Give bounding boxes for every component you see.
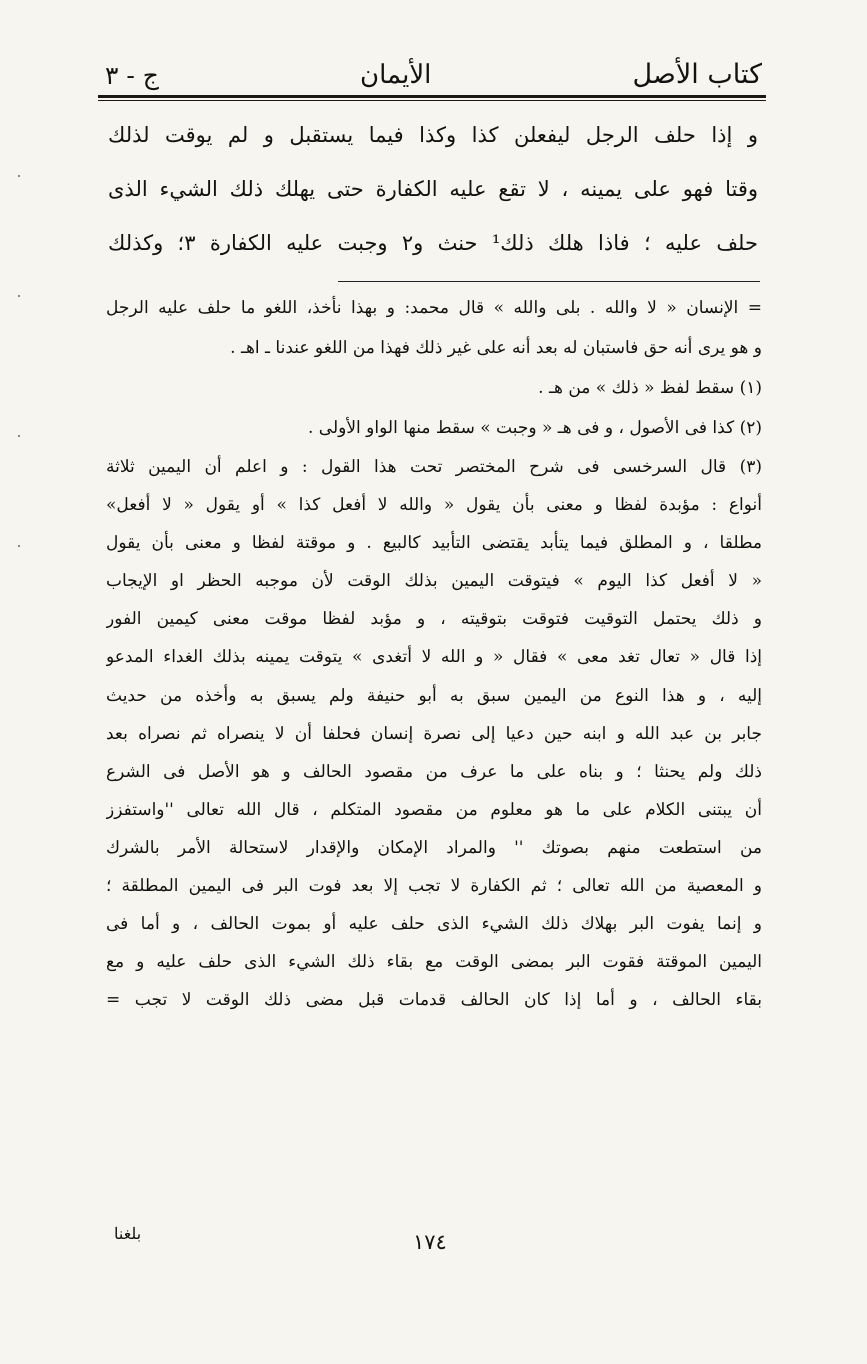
- footnote-3-line: جابر بن عبد الله و ابنه حين دعيا إلى نصرة إنسان فحلفا أن لا ينصراه ثم نصراه بعد: [106, 723, 762, 744]
- footnote-1: (١) سقط لفظ « ذلك » من هـ .: [538, 378, 762, 398]
- page-number: ١٧٤: [413, 1230, 447, 1254]
- header-rule-thin: [98, 100, 766, 101]
- book-title: كتاب الأصل: [632, 59, 762, 90]
- page-footer: [108, 1224, 758, 1264]
- footnote-3-line: و ذلك يحتمل التوقيت فتوقت بتوقيته ، و مؤبد لفظا موقت معنى كيمين الفور: [106, 609, 762, 630]
- main-text: [108, 108, 758, 270]
- footnote-3-line: أن يبتنى الكلام على ما هو معلوم من مقصود المتكلم ، قال الله تعالى ''واستفزز: [106, 799, 762, 820]
- footnote-2: (٢) كذا فى الأصول ، و فى هـ « وجبت » سقط منها الواو الأولى .: [307, 418, 762, 438]
- footnote-3-line: اليمين الموقتة فقوت البر بمضى الوقت مع بقاء ذلك الشيء الذى حلف عليه و مع: [106, 952, 762, 973]
- footnote-3-line: (٣) قال السرخسى فى شرح المختصر تحت هذا القول : و اعلم أن اليمين ثلاثة: [106, 457, 762, 477]
- footnote-divider: [338, 281, 760, 282]
- main-text-line: و إذا حلف الرجل ليفعلن كذا وكذا فيما يستقبل و لم يوقت لذلك: [108, 123, 758, 147]
- chapter-title: الأيمان: [360, 60, 432, 90]
- footnote-3-line: ذلك ولم يحنثا ؛ و بناه على ما عرف من مقصود الحالف و هو الأصل فى الشرع: [106, 761, 762, 782]
- footnote-3-line: إذا قال « تعال تغد معى » فقال « و الله لا أتغدى » يتوقت يمينه بذلك الغداء المدعو: [106, 647, 762, 668]
- footnote-3-line: بقاء الحالف ، و أما إذا كان الحالف قدمات قبل مضى ذلك الوقت لا تجب =: [106, 990, 762, 1011]
- footnotes: [106, 288, 762, 1019]
- main-text-line: وقتا فهو على يمينه ، لا تقع عليه الكفارة حتى يهلك ذلك الشيء الذى: [108, 177, 758, 201]
- footnote-3-line: « لا أفعل كذا اليوم » فيتوقت اليمين بذلك الوقت لأن موجبه الحظر او الإيجاب: [106, 571, 762, 592]
- footnote-3-line: من استطعت منهم بصوتك '' والمراد الإمكان والإقدار لاستحالة الأمر بالشرك: [106, 837, 762, 858]
- footnote-3-line: و المعصية من الله تعالى ؛ ثم الكفارة لا تجب إلا بعد فوت البر فى اليمين المطلقة ؛: [106, 876, 762, 897]
- footnote-continuation-line: = الإنسان « لا والله . بلى والله » قال محمد: و بهذا نأخذ، اللغو ما حلف عليه الرجل: [106, 298, 762, 318]
- footnote-3-line: إليه ، و هذا النوع من اليمين سبق به أبو حنيفة ولم يسبق به وأخذه من حديث: [106, 685, 762, 706]
- footnote-3-line: مطلقا ، و المطلق فيما يتأبد يقتضى التأبيد كالبيع . و موقتة لفظا و معنى بأن يقول: [106, 533, 762, 554]
- running-header: [105, 36, 762, 88]
- footnote-3: [106, 448, 762, 1019]
- header-rule-thick: [98, 95, 766, 98]
- catchword: بلغنا: [114, 1224, 142, 1243]
- footnote-3-line: أنواع : مؤبدة لفظا و معنى بأن يقول « والله لا أفعل كذا » أو يقول « لا أفعل»: [106, 495, 762, 516]
- main-text-line: حلف عليه ؛ فاذا هلك ذلك¹ حنث و٢ وجبت عليه الكفارة ٣؛ وكذلك: [108, 231, 758, 255]
- footnote-continuation-line: و هو يرى أنه حق فاستبان له بعد أنه على غير ذلك فهذا من اللغو عندنا ـ اهـ .: [230, 338, 762, 358]
- footnote-3-line: و إنما يفوت البر بهلاك ذلك الشيء الذى حلف عليه أو بموت الحالف ، و أما فى: [106, 914, 762, 935]
- margin-specks: [18, 175, 24, 555]
- volume-number: ج - ٣: [105, 61, 159, 90]
